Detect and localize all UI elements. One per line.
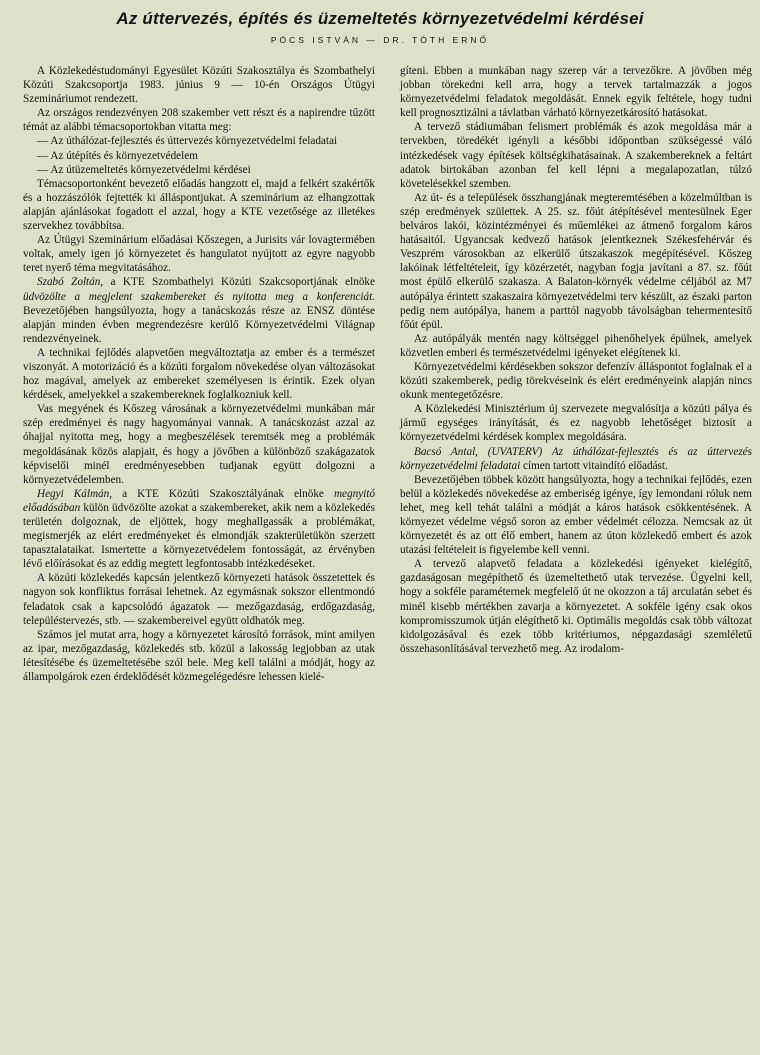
speaker-name: Szabó Zoltán, (37, 276, 104, 289)
paragraph: A közúti közlekedés kapcsán jelentkező környezeti hatások összetettek és nagyon sok konfliktus forrásai lehetnek. Az egymásnak sokszor ellentmondó feladatok csak a kapcsolódó ágazatok — mezőgazdaság, erdőgazdaság, településtervezés, stb. — szakembereivel együtt oldhatók meg. (23, 572, 375, 627)
paragraph-text: a KTE Szombathelyi Közúti Szakcsoportjának elnöke (103, 276, 375, 289)
paragraph: A Közlekedéstudományi Egyesület Közúti Szakosztálya és Szombathelyi Közúti Szakcsoportja 1983. június 9 — 10-én Országos Útügyi Szemináriumot rendezett. (23, 65, 375, 106)
list-item: — Az útépítés és környezetvédelem (37, 149, 198, 162)
paragraph: Az Útügyi Szeminárium előadásai Kőszegen, a Jurisits vár lovagtermében voltak, amely igen jó környezetet és hangulatot nyújtott az egyre nagyobb teret nyerő téma megvitatásához. (23, 234, 375, 275)
paragraph: Témacsoportonként bevezető előadás hangzott el, majd a felkért szakértők és a hozzászólók fejtették ki álláspontjukat. A szeminárium az elhangzottak alapján ajánlásokat fogadott el azzal, hogy a KTE vezetősége az illetékes szervekhez továbbítsa. (23, 177, 375, 233)
speaker-name: Bacsó Antal, (UVATERV) (414, 445, 543, 458)
paragraph: Vas megyének és Kőszeg városának a környezetvédelmi munkában már szép eredményei és nagy hagyományai vannak. A tanácskozást azzal az óhajjal nyitotta meg, hogy a megbeszélések teremtsék meg a problémák megoldásának közös alapjait, és hogy a jövőben a különböző szakágazatok képviselői minél eredményesebben tudjanak együtt dolgozni a környezetvédelemben. (23, 403, 375, 486)
paragraph: Az országos rendezvényen 208 szakember vett részt és a napirendre tűzött témát az alábbi témacsoportokban vitatta meg: (23, 107, 375, 134)
paragraph: Bevezetőjében többek között hangsúlyozta, hogy a technikai fejlődés, ezen belül a közlekedés növekedése az emberiség igénye, így lemondani róluk nem lehet, meg kell tehát találni a módját a káros hatások csökkentésének. A környezet védelme végső soron az ember védelmét célozza. Nemcsak az út környezetét és az ott élő embert, hanem az úton közlekedő embert és azok utazási feltételeit is figyelembe kell venni. (400, 473, 752, 557)
right-column (400, 64, 752, 656)
article-authors: PÓCS ISTVÁN — DR. TÓTH ERNŐ (270, 35, 490, 45)
emphasized-text: Az úthálózat-fejlesztés és az úttervezés környezetvédelmi feladatai (400, 445, 752, 472)
paragraph (400, 445, 752, 473)
emphasized-text: üdvözölte a megjelent szakembereket és nyitotta meg a konferenciát. (23, 290, 375, 303)
list-item: — Az úthálózat-fejlesztés és úttervezés környezetvédelmi feladatai (37, 135, 338, 148)
speaker-name: Hegyi Kálmán, (37, 487, 113, 500)
paragraph-text: a KTE Közúti Szakosztályának elnöke (112, 487, 334, 500)
paragraph: A technikai fejlődés alapvetően megváltoztatja az ember és a természet viszonyát. A motorizáció és a közúti forgalom növekedése olyan változásokat hoz magával, amelyek az embereket személyesen is érintik. Ezek olyan kérdések, amelyekkel a szakembereknek foglalkozniuk kell. (23, 346, 375, 402)
paragraph: A tervező stádiumában felismert problémák és azok megoldása már a tervekben, töredékét igényli a későbbi időpontban szükségessé váló intézkedések vagy építések költségkihatásainak. A szakembereknek a feltárt adatok birtokában azonban fel kell lépni a megalapozatlan, túlzó követelésekkel szemben. (400, 121, 752, 190)
paragraph (23, 275, 375, 345)
list-item: — Az útüzemeltetés környezetvédelmi kérdései (37, 163, 251, 176)
paragraph: A Közlekedési Minisztérium új szervezete megvalósítja a közúti pálya és jármű egységes irányítását, és ez nagyobb lehetőséget biztosít a környezetvédelmi kérdések komplex megoldására. (400, 403, 752, 444)
paragraph: Az út- és a települések összhangjának megteremtésében a közelmúltban is szép eredmények születtek. A 25. sz. főút átépítésével mentesülnek Eger belváros lakói, közintézményei és műemlékei az átmenő forgalom káros hatásaitól. Ugyancsak kedvező hatások jelentkeznek Székesfehérvár és Veszprém városokban az elkerülő útszakaszok megépítésével. Kőszeg lakóinak létfeltételeit, így közérzetét, nagyban fogja javítani a 87. sz. főút most épülő elkerülő szakasza. A Balaton-környék védelme céljából az M7 autópálya érintett szakaszaira környezetvédelmi terv készült, az északi parton pedig nem autópálya, hanem a parttól nagyobb távolságban tehermentesítő főút épül. (400, 191, 752, 331)
paragraph: Az autópályák mentén nagy költséggel pihenőhelyek épülnek, amelyek közvetlen emberi és természetvédelmi igényeket elégítenek ki. (400, 332, 752, 359)
left-column (23, 64, 375, 684)
paragraph: Környezetvédelmi kérdésekben sokszor defenzív álláspontot foglalnak el a közúti szakemberek, pedig törekvéseink és elért eredményeink alapján nincs okunk mentegetőzésre. (400, 360, 752, 402)
paragraph-text: Bevezetőjében hangsúlyozta, hogy a tanácskozás része az ENSZ döntése alapján minden évben megrendezésre kerülő Környezetvédelmi Világnap rendezvényeinek. (23, 304, 375, 345)
paragraph: Számos jel mutat arra, hogy a környezetet károsító források, mint amilyen az ipar, mezőgazdaság, közlekedés stb. közül a lakosság legjobban az utak létesítésébe és üzemeltetésébe szól bele. Meg kell találni a módját, hogy az állampolgárok ezen érdeklődését közmegelégedésre lehessen kielé- (23, 628, 375, 684)
paragraph-text: külön üdvözölte azokat a szakembereket, akik nem a közlekedés területén dolgoznak, de eljöttek, hogy meghallgassák a problémákat, megismerjék az elért eredményeket és elmondják szakterületükön szerzett tapasztalataikat. Ismertette a környezetvédelem fontosságát, az érvényben lévő előírásokat és az eddig megtett legfontosabb intézkedéseket. (23, 501, 375, 571)
emphasized-text: megnyitó előadásában (23, 487, 375, 514)
paragraph-text: címen tartott vitaindító előadást. (520, 459, 668, 472)
paragraph: gíteni. Ebben a munkában nagy szerep vár a tervezőkre. A jövőben még jobban törekedni kell arra, hogy a tervek tartalmazzák a jogos környezetvédelmi feladatok megoldását. Ennek egyik feltétele, hogy tudni kell prognosztizálni a távlatban várható környezetkárosító hatásokat. (400, 65, 752, 120)
paragraph: A tervező alapvető feladata a közlekedési igényeket kielégítő, gazdaságosan megépíthető és üzemeltethető utak tervezése. Ügyelni kell, hogy a sokféle paraméternek megfelelő út ne okozzon a táj arculatán sebet és minél kisebb mértékben zavarja a környezetet. A sokféle igény csak okos kompromisszumok útján elégíthető ki. Optimális megoldás csak több változat kidolgozásával és ezek több kritériumos, népgazdasági szemléletű összehasonlításával tervezhető meg. Az irodalom- (400, 558, 752, 655)
article-title: Az úttervezés, építés és üzemeltetés környezetvédelmi kérdései (116, 9, 644, 28)
paragraph (23, 487, 375, 572)
